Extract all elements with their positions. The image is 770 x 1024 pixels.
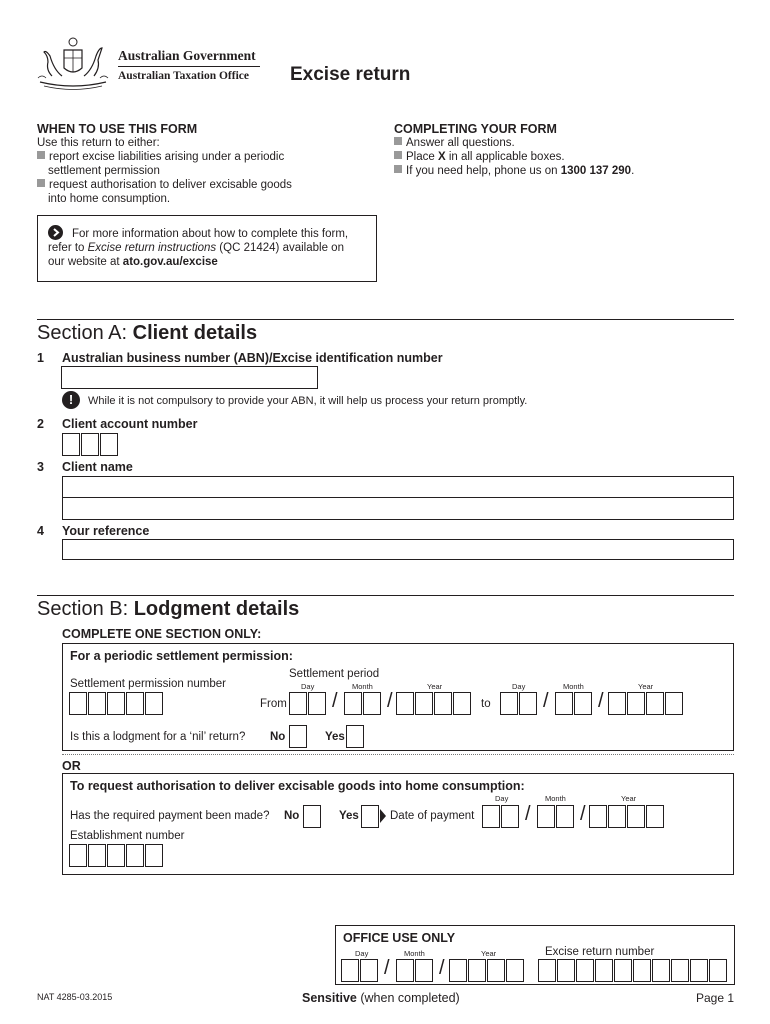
from-day-input[interactable] [289,692,327,715]
q1-note: While it is not compulsory to provide your ABN, it will help us process your return promptly. [88,395,528,407]
bullet-square-icon [37,151,45,159]
q4-number: 4 [37,524,44,538]
payment-no-checkbox[interactable] [303,805,321,828]
date-of-payment-label: Date of payment [390,810,475,822]
section-divider [62,754,734,755]
info-line-2: refer to Excise return instructions (QC 21424) available on [48,242,344,254]
office-day-label: Day [355,949,369,958]
payment-yes-label: Yes [339,810,359,822]
office-use-heading: OFFICE USE ONLY [343,931,456,945]
from-month-input[interactable] [344,692,382,715]
page-number: Page 1 [696,991,735,1005]
date-separator: / [598,690,604,712]
header-divider [118,66,260,67]
when-bullet-2: request authorisation to deliver excisable goods [37,179,292,191]
q2-number: 2 [37,417,44,431]
establishment-number-label: Establishment number [70,830,185,842]
settlement-permission-label: Settlement permission number [70,678,226,690]
q2-label: Client account number [62,417,198,431]
q1-label: Australian business number (ABN)/Excise identification number [62,351,443,365]
to-day-input[interactable] [500,692,538,715]
date-separator: / [439,957,445,979]
payment-year-label: Year [621,794,637,803]
info-line-3: our website at ato.gov.au/excise [48,256,218,268]
office-month-input[interactable] [396,959,434,982]
section-a-title: Section A: Client details [37,322,258,344]
from-label: From [260,698,287,710]
arrow-right-icon [48,225,63,240]
government-name: Australian Government [118,48,256,63]
date-separator: / [525,803,531,825]
to-month-input[interactable] [555,692,593,715]
date-separator: / [543,690,549,712]
office-year-label: Year [481,949,497,958]
to-year-input[interactable] [608,692,684,715]
pointer-arrow-icon [380,809,386,823]
completing-bullet-1: Answer all questions. [394,137,515,149]
form-code: NAT 4285-03.2015 [37,992,113,1002]
when-bullet-2-cont: into home consumption. [48,193,171,205]
info-line-1: For more information about how to complete this form, [72,228,349,240]
complete-one-instruction: COMPLETE ONE SECTION ONLY: [62,627,262,641]
ato-website-link[interactable]: ato.gov.au/excise [122,256,218,268]
to-month-label: Month [563,682,584,691]
from-month-label: Month [352,682,373,691]
coat-of-arms-logo [34,36,112,98]
nil-no-label: No [270,731,286,743]
bullet-square-icon [37,179,45,187]
agency-name: Australian Taxation Office [118,70,249,82]
home-consumption-heading: To request authorisation to deliver excisable goods into home consumption: [70,779,525,793]
client-name-input[interactable] [62,476,734,520]
payment-year-input[interactable] [589,805,665,828]
nil-no-checkbox[interactable] [289,725,307,748]
date-separator: / [387,690,393,712]
from-day-label: Day [301,682,315,691]
settlement-permission-number-input[interactable] [69,692,164,715]
exclamation-icon: ! [62,391,80,409]
periodic-heading: For a periodic settlement permission: [70,649,293,663]
from-year-label: Year [427,682,443,691]
payment-no-label: No [284,810,300,822]
abn-input[interactable] [61,366,318,389]
form-title: Excise return [290,64,411,85]
q4-label: Your reference [62,524,150,538]
office-month-label: Month [404,949,425,958]
client-account-number-input[interactable] [62,433,119,456]
completing-bullet-3: If you need help, phone us on 1300 137 290. [394,165,634,177]
nil-return-question: Is this a lodgment for a ‘nil’ return? [70,731,246,743]
section-b-rule [37,595,734,596]
or-label: OR [62,759,81,773]
settlement-period-label: Settlement period [289,668,380,680]
section-a-rule [37,319,734,320]
office-year-input[interactable] [449,959,525,982]
when-bullet-1-cont: settlement permission [48,165,160,177]
sensitive-notice: Sensitive (when completed) [302,991,460,1005]
bullet-square-icon [394,165,402,173]
when-bullet-1: report excise liabilities arising under a periodic [37,151,284,163]
q3-label: Client name [62,460,133,474]
nil-yes-checkbox[interactable] [346,725,364,748]
section-b-title: Section B: Lodgment details [37,598,300,620]
excise-return-number-input[interactable] [538,959,728,982]
completing-bullet-2: Place X in all applicable boxes. [394,151,565,163]
your-reference-input[interactable] [62,539,734,560]
bullet-square-icon [394,151,402,159]
q3-number: 3 [37,460,44,474]
payment-month-label: Month [545,794,566,803]
q1-number: 1 [37,351,44,365]
date-separator: / [332,690,338,712]
to-label: to [481,698,491,710]
payment-question: Has the required payment been made? [70,810,270,822]
to-day-label: Day [512,682,526,691]
establishment-number-input[interactable] [69,844,164,867]
to-year-label: Year [638,682,654,691]
nil-yes-label: Yes [325,731,345,743]
from-year-input[interactable] [396,692,472,715]
when-heading: WHEN TO USE THIS FORM [37,122,198,136]
payment-yes-checkbox[interactable] [361,805,379,828]
payment-day-input[interactable] [482,805,520,828]
when-intro: Use this return to either: [37,137,160,149]
date-separator: / [580,803,586,825]
date-separator: / [384,957,390,979]
completing-heading: COMPLETING YOUR FORM [394,122,557,136]
payment-day-label: Day [495,794,509,803]
excise-return-number-label: Excise return number [545,946,655,958]
client-name-divider [63,497,733,498]
bullet-square-icon [394,137,402,145]
office-day-input[interactable] [341,959,379,982]
payment-month-input[interactable] [537,805,575,828]
